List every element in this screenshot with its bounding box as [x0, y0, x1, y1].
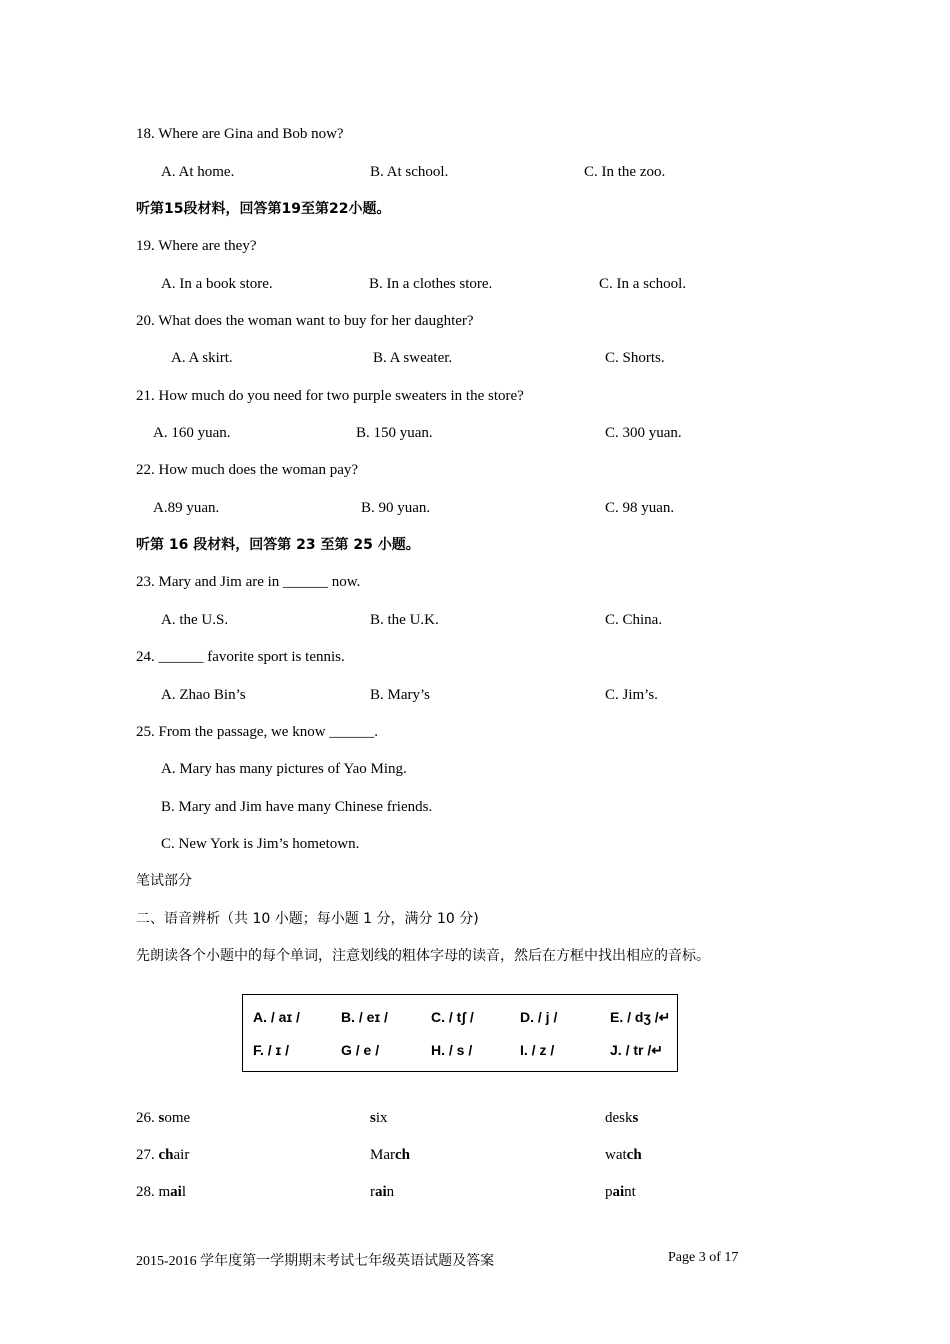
q23-stem: 23. Mary and Jim are in ______ now.: [136, 574, 361, 590]
q27-word-3: [605, 1145, 642, 1165]
q19-stem: 19. Where are they?: [136, 238, 257, 254]
q27-word-2: [370, 1145, 410, 1165]
q19-option-b: B. In a clothes store.: [369, 276, 493, 292]
q26-number: 26.: [136, 1110, 155, 1126]
phonetic-a: A. / aɪ /: [253, 1009, 300, 1025]
phonetic-i: I. / z /: [520, 1042, 555, 1058]
q27-w1-rest: air: [173, 1147, 190, 1163]
q21-option-b: B. 150 yuan.: [356, 425, 433, 441]
footer-title: 2015-2016 学年度第一学期期末考试七年级英语试题及答案: [136, 1254, 495, 1269]
q18-stem: 18. Where are Gina and Bob now?: [136, 126, 344, 142]
q28-w3-bold: ai: [612, 1184, 625, 1200]
phonetic-g: G / e /: [341, 1042, 380, 1058]
q27-number: 27.: [136, 1147, 155, 1163]
q21-option-c: C. 300 yuan.: [605, 425, 682, 441]
section-15-instruction: 听第15段材料，回答第19至第22小题。: [136, 201, 391, 217]
q24-stem: 24. ______ favorite sport is tennis.: [136, 649, 345, 665]
q21-stem: 21. How much do you need for two purple sweaters in the store?: [136, 388, 524, 404]
q27-w2-pre: Mar: [370, 1147, 395, 1163]
q25-stem: 25. From the passage, we know ______.: [136, 724, 379, 740]
q28-word-2: [370, 1182, 394, 1202]
q28-w2-rest: n: [386, 1184, 395, 1200]
q24-option-c: C. Jim’s.: [605, 687, 658, 703]
q26-w2-rest: ix: [375, 1110, 388, 1126]
q28-w1-pre: m: [158, 1184, 171, 1200]
section-16-instruction: 听第 16 段材料，回答第 23 至第 25 小题。: [136, 537, 420, 553]
q26-word-3: [605, 1108, 638, 1128]
q22-stem: 22. How much does the woman pay?: [136, 462, 359, 478]
phonetic-f: F. / ɪ /: [253, 1042, 290, 1058]
q18-option-a: A. At home.: [161, 164, 235, 180]
q21-option-a: A. 160 yuan.: [153, 425, 231, 441]
phonetic-e: E. / dʒ /↵: [610, 1009, 671, 1025]
q28-w2-pre: r: [370, 1184, 375, 1200]
q28-w1-rest: l: [181, 1184, 187, 1200]
q20-option-a: A. A skirt.: [171, 350, 233, 366]
q22-option-c: C. 98 yuan.: [605, 500, 675, 516]
part2-instruction: 先朗读各个小题中的每个单词，注意划线的粗体字母的读音，然后在方框中找出相应的音标。: [136, 948, 710, 964]
q23-option-b: B. the U.K.: [370, 612, 439, 628]
q23-option-a: A. the U.S.: [161, 612, 229, 628]
q22-option-b: B. 90 yuan.: [361, 500, 431, 516]
q19-option-c: C. In a school.: [599, 276, 687, 292]
q27-w3-bold: ch: [626, 1147, 642, 1163]
phonetic-c: C. / tʃ /: [431, 1009, 474, 1025]
phonetic-h: H. / s /: [431, 1042, 473, 1058]
q27-word-1: [136, 1145, 189, 1165]
q25-option-c: C. New York is Jim’s hometown.: [161, 836, 360, 852]
q24-option-b: B. Mary’s: [370, 687, 430, 703]
q26-word-1: [136, 1108, 190, 1128]
q26-w2-bold: s: [370, 1110, 376, 1126]
q27-w1-bold: ch: [158, 1147, 174, 1163]
q28-word-3: [605, 1182, 636, 1202]
q26-w1-rest: ome: [164, 1110, 191, 1126]
phonetic-j: J. / tr /↵: [610, 1042, 663, 1058]
q19-option-a: A. In a book store.: [161, 276, 273, 292]
q26-w3-bold: s: [632, 1110, 639, 1126]
part2-title: 二、语音辨析（共 10 小题；每小题 1 分，满分 10 分): [136, 911, 479, 927]
q26-w3-pre: desk: [605, 1110, 633, 1126]
q28-number: 28.: [136, 1184, 155, 1200]
q24-option-a: A. Zhao Bin’s: [161, 687, 246, 703]
q28-word-1: [136, 1182, 186, 1202]
phonetic-b: B. / eɪ /: [341, 1009, 388, 1025]
q26-w1-bold: s: [158, 1110, 165, 1126]
q23-option-c: C. China.: [605, 612, 663, 628]
q27-w2-bold: ch: [395, 1147, 410, 1163]
q27-w3-pre: wat: [605, 1147, 627, 1163]
q20-option-c: C. Shorts.: [605, 350, 665, 366]
q18-option-c: C. In the zoo.: [584, 164, 666, 180]
q20-stem: 20. What does the woman want to buy for her daughter?: [136, 313, 474, 329]
q28-w3-pre: p: [605, 1184, 613, 1200]
q25-option-b: B. Mary and Jim have many Chinese friends.: [161, 799, 433, 815]
q18-option-b: B. At school.: [370, 164, 449, 180]
q20-option-b: B. A sweater.: [373, 350, 453, 366]
q22-option-a: A.89 yuan.: [153, 500, 220, 516]
page-number: Page 3 of 17: [668, 1250, 739, 1265]
written-part-heading: 笔试部分: [136, 873, 192, 889]
q28-w1-bold: ai: [170, 1184, 182, 1200]
q25-option-a: A. Mary has many pictures of Yao Ming.: [161, 761, 407, 777]
phonetic-d: D. / j /: [520, 1009, 558, 1025]
q28-w2-bold: ai: [375, 1184, 387, 1200]
q26-word-2: [370, 1108, 388, 1128]
q28-w3-rest: nt: [624, 1184, 636, 1200]
phonetic-symbol-box: [242, 994, 678, 1072]
